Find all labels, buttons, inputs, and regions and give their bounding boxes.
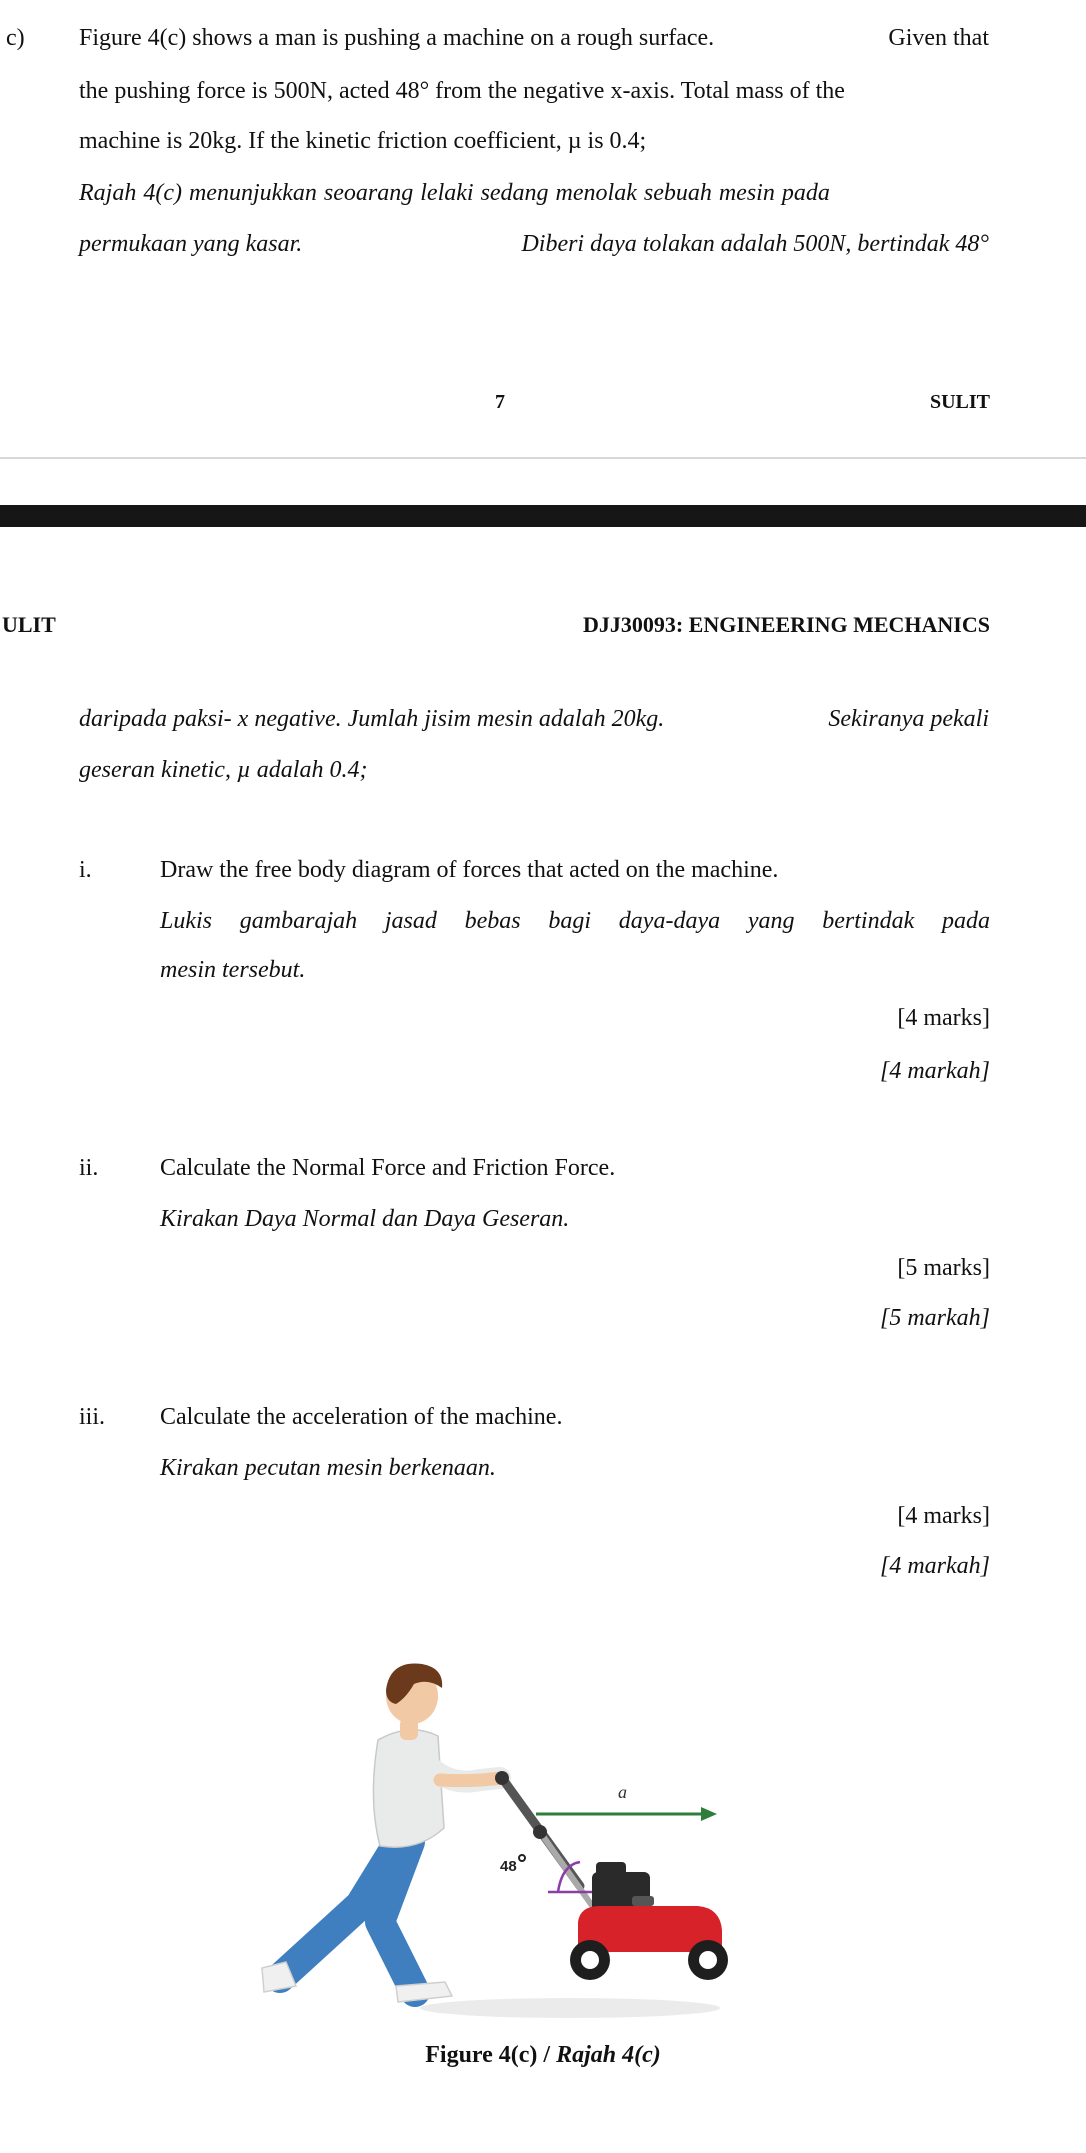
engine-detail: [632, 1896, 654, 1906]
text-span: bebas: [464, 908, 521, 934]
en-line-2: the pushing force is 500N, acted 48° from the negative x-axis. Total mass of the: [79, 78, 845, 104]
caption-ms: Rajah 4(c): [556, 2042, 661, 2068]
angle-label: 48: [500, 1858, 517, 1875]
text-span: bertindak: [822, 908, 915, 934]
marks-ms: [5 markah]: [879, 1305, 990, 1331]
question-text-en: Calculate the acceleration of the machine.: [160, 1404, 563, 1430]
front-shoe: [396, 1982, 452, 2002]
question-text-ms-1: Kirakan pecutan mesin berkenaan.: [160, 1455, 496, 1481]
marks-ms: [4 markah]: [879, 1553, 990, 1579]
caption-en: Figure 4(c) /: [425, 2042, 557, 2068]
question-text-ms-1: [160, 908, 990, 935]
marks-en: [4 marks]: [897, 1005, 990, 1031]
en-line-1: [79, 25, 989, 52]
text-span: bagi: [548, 908, 592, 934]
degree-symbol: [519, 1855, 525, 1861]
cont-line-1: [79, 706, 989, 733]
ms-line-1: Rajah 4(c) menunjukkan seoarang lelaki sedang menolak sebuah mesin pada: [79, 180, 830, 206]
text-span: pada: [941, 908, 990, 934]
page-number: 7: [495, 391, 505, 413]
text-span: daya-daya: [618, 908, 721, 934]
page-divider-shadow: [0, 457, 1086, 459]
acceleration-label: a: [618, 1782, 627, 1802]
question-number: iii.: [79, 1404, 106, 1430]
question-text-en: Draw the free body diagram of forces that acted on the machine.: [160, 857, 779, 883]
page-divider: [0, 505, 1086, 527]
marks-en: [4 marks]: [897, 1503, 990, 1529]
figure-caption: [0, 2042, 1086, 2069]
marks-ms: [4 markah]: [879, 1058, 990, 1084]
text-span: yang: [747, 908, 795, 934]
text-span: gambarajah: [239, 908, 358, 934]
text-span: jasad: [384, 908, 437, 934]
header-left: ULIT: [2, 612, 56, 637]
question-number: ii.: [79, 1155, 99, 1181]
text-span: permukaan yang kasar.: [79, 231, 303, 257]
footer-sulit: SULIT: [929, 391, 990, 413]
front-hub: [699, 1951, 717, 1969]
torso: [373, 1730, 444, 1847]
ground-shadow: [420, 1998, 720, 2018]
acceleration-arrow-head: [701, 1807, 717, 1821]
text-span: Figure 4(c) shows a man is pushing a machine on a rough surface.: [79, 25, 715, 51]
figure-man-pushing-mower: [240, 1660, 740, 2020]
text-span: Sekiranya pekali: [828, 706, 989, 732]
handle-knob: [495, 1771, 509, 1785]
question-number: i.: [79, 857, 92, 883]
text-span: Given that: [888, 25, 989, 51]
cont-line-2: geseran kinetic, µ adalah 0.4;: [79, 757, 368, 783]
question-label: c): [6, 25, 25, 51]
forearm: [440, 1778, 502, 1781]
header-course: DJJ30093: ENGINEERING MECHANICS: [582, 612, 990, 637]
question-text-ms-2: mesin tersebut.: [160, 957, 306, 983]
marks-en: [5 marks]: [897, 1255, 990, 1281]
question-text-en: Calculate the Normal Force and Friction Force.: [160, 1155, 616, 1181]
text-span: daripada paksi- x negative. Jumlah jisim mesin adalah 20kg.: [79, 706, 665, 732]
rear-hub: [581, 1951, 599, 1969]
engine-cap: [596, 1862, 626, 1876]
ms-line-2: [79, 231, 989, 258]
en-line-3: machine is 20kg. If the kinetic friction coefficient, µ is 0.4;: [79, 128, 647, 154]
text-span: Lukis: [160, 908, 213, 934]
text-span: Diberi daya tolakan adalah 500N, bertindak 48°: [521, 231, 989, 257]
handle-joint: [533, 1825, 547, 1839]
question-text-ms-1: Kirakan Daya Normal dan Daya Geseran.: [160, 1206, 570, 1232]
